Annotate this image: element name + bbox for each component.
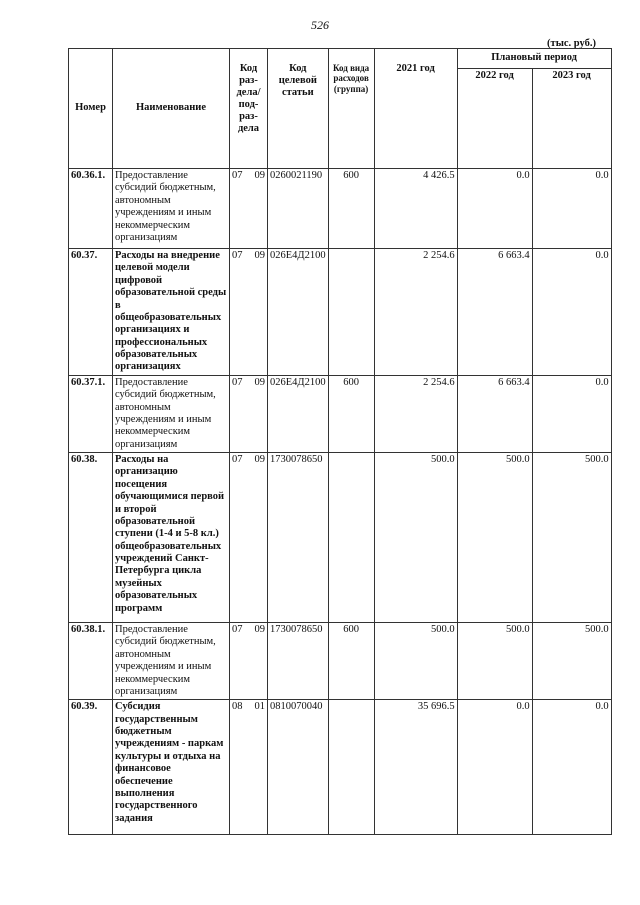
row-section [230,700,268,835]
row-2023: 500.0 [532,623,611,700]
row-target: 026Е4Д2100 [268,249,329,376]
row-section-code: 07 [232,376,243,388]
row-section [230,249,268,376]
row-number: 60.38. [69,453,113,623]
row-section-code: 08 [232,701,243,713]
header-planning: Плановый период [457,49,611,69]
header-number: Номер [69,49,113,169]
row-section [230,169,268,249]
row-number: 60.37.1. [69,375,113,452]
row-expense: 600 [328,169,374,249]
row-expense [328,700,374,835]
row-name: Субсидия государственным бюджетным учреждениям - паркам культуры и отдыха на финансовое обеспечение выполнения государственного задания [113,700,230,835]
row-name: Расходы на внедрение целевой модели цифровой образовательной среды в общеобразовательных организациях и профессиональных образовательных организациях [113,249,230,376]
header-section: Код раз-дела/ под-раз-дела [230,49,268,169]
table-row [69,623,612,700]
row-name: Предоставление субсидий бюджетным, автономным учреждениям и иным некоммерческим организациям [113,375,230,452]
header-2021: 2021 год [374,49,457,169]
row-target: 1730078650 [268,623,329,700]
row-2021: 2 254.6 [374,249,457,376]
row-2023: 0.0 [532,375,611,452]
header-2022: 2022 год [457,69,532,169]
page-number: 526 [311,18,329,32]
row-target: 0810070040 [268,700,329,835]
row-2021: 35 696.5 [374,700,457,835]
row-name: Предоставление субсидий бюджетным, автономным учреждениям и иным некоммерческим организациям [113,169,230,249]
row-2022: 6 663.4 [457,249,532,376]
table-row [69,453,612,623]
units-label: (тыс. руб.) [547,38,596,49]
table-row [69,700,612,835]
row-2021: 500.0 [374,453,457,623]
row-section [230,375,268,452]
header-name: Наименование [113,49,230,169]
row-target: 1730078650 [268,453,329,623]
row-expense [328,453,374,623]
row-subsection-code: 09 [254,376,265,388]
row-section-code: 07 [232,250,243,261]
row-target: 0260021190 [268,169,329,249]
row-section-code: 07 [232,454,243,465]
row-2023: 0.0 [532,169,611,249]
row-section [230,623,268,700]
row-subsection-code: 09 [254,170,265,181]
row-number: 60.38.1. [69,623,113,700]
row-subsection-code: 09 [254,250,265,261]
row-name: Расходы на организацию посещения обучающимися первой и второй образовательной ступени (1-4 и 5-8 кл.) общеобразовательных учреждений Санкт-Петербурга цикла музейных образовательных программ [113,453,230,623]
row-expense [328,249,374,376]
row-expense: 600 [328,623,374,700]
table-row [69,169,612,249]
row-section [230,453,268,623]
row-subsection-code: 09 [254,624,265,635]
row-2022: 6 663.4 [457,375,532,452]
row-target: 026Е4Д2100 [268,375,329,452]
row-section-code: 07 [232,624,243,635]
row-subsection-code: 09 [254,454,265,465]
header-2023: 2023 год [532,69,611,169]
row-number: 60.39. [69,700,113,835]
table-row [69,249,612,376]
row-number: 60.37. [69,249,113,376]
row-2023: 0.0 [532,249,611,376]
row-2022: 0.0 [457,169,532,249]
row-2021: 4 426.5 [374,169,457,249]
row-2021: 2 254.6 [374,375,457,452]
budget-table [68,48,612,835]
header-expense: Код вида расходов (группа) [328,49,374,169]
row-name: Предоставление субсидий бюджетным, автономным учреждениям и иным некоммерческим организациям [113,623,230,700]
row-2021: 500.0 [374,623,457,700]
row-2022: 0.0 [457,700,532,835]
header-target: Код целевой статьи [268,49,329,169]
row-expense: 600 [328,375,374,452]
row-2023: 0.0 [532,700,611,835]
row-section-code: 07 [232,170,243,181]
row-2022: 500.0 [457,623,532,700]
table-row [69,375,612,452]
row-number: 60.36.1. [69,169,113,249]
row-subsection-code: 01 [254,701,265,713]
row-2023: 500.0 [532,453,611,623]
row-2022: 500.0 [457,453,532,623]
